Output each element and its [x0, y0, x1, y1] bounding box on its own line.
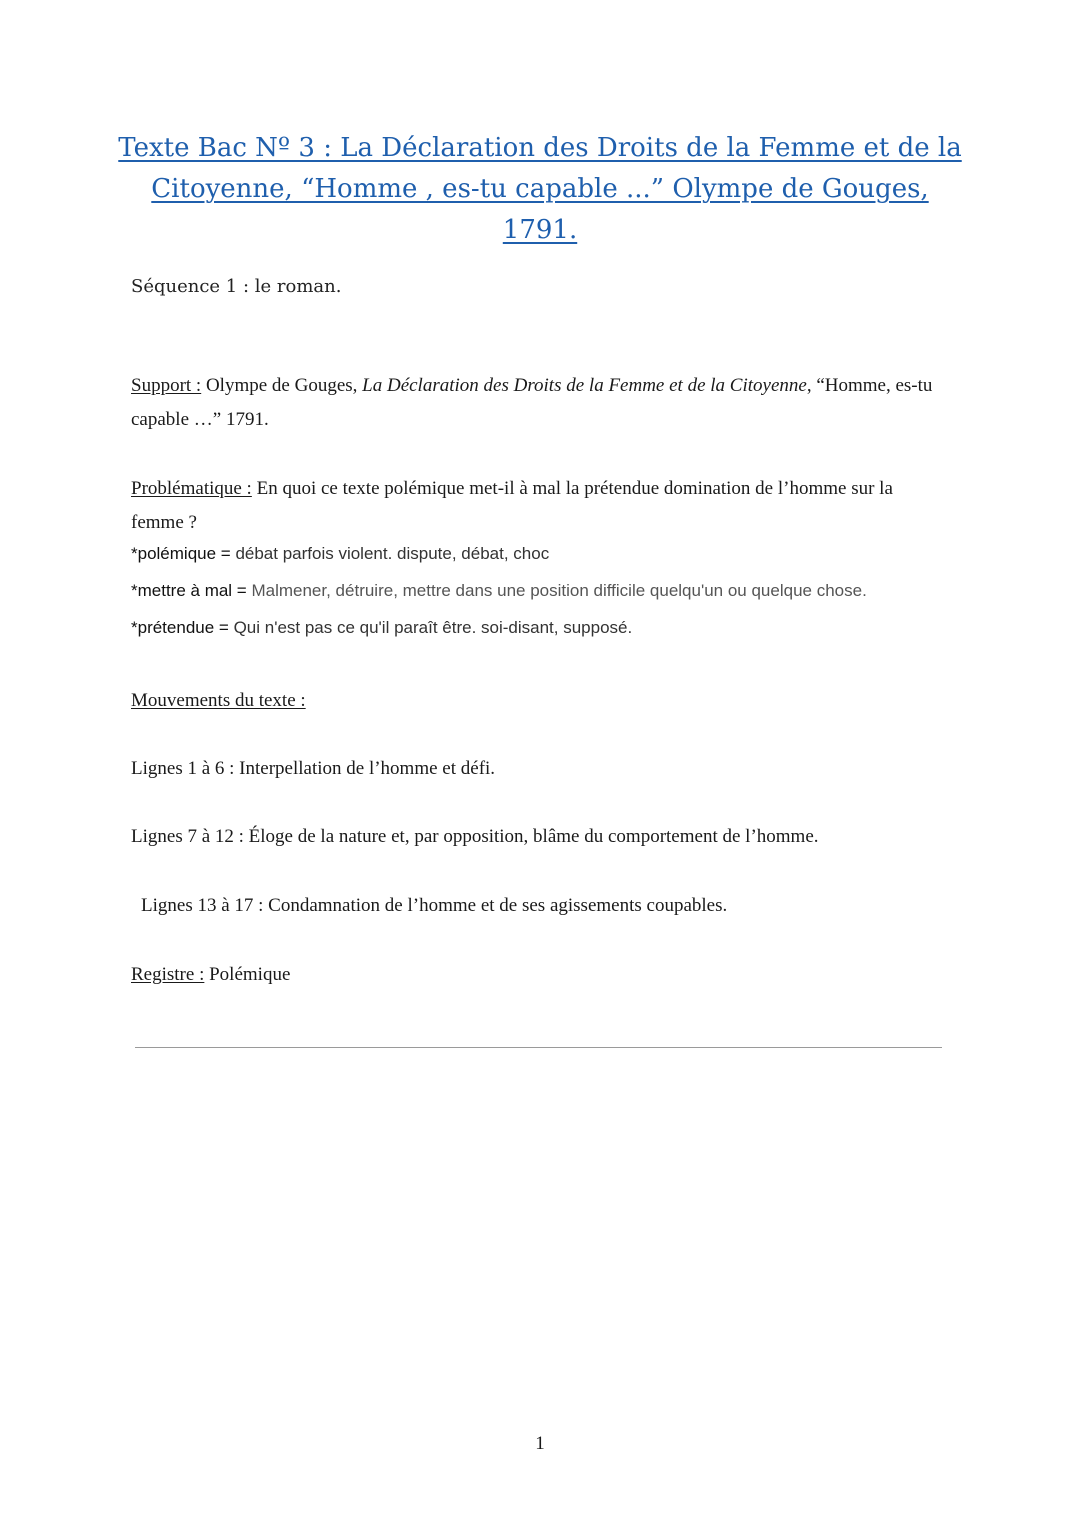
document-title[interactable] — [110, 128, 970, 251]
problematique-paragraph — [131, 472, 946, 540]
problematique-text: En quoi ce texte polémique met-il à mal la prétendue domination de l’homme sur la femme ? — [131, 478, 893, 533]
mouvements-label: Mouvements du texte : — [131, 690, 306, 711]
registre-paragraph — [131, 964, 290, 986]
title-line-2: Citoyenne, “Homme , es-tu capable ...” Olympe de Gouges, 1791. — [151, 174, 929, 245]
support-rest: , “Homme, es-tu capable …” 1791. — [131, 375, 933, 430]
definition-text: Qui n'est pas ce qu'il paraît être. soi-disant, supposé. — [233, 618, 633, 637]
support-author: Olympe de Gouges, — [201, 375, 363, 396]
definition-item — [131, 579, 961, 616]
registre-label: Registre : — [131, 964, 205, 985]
support-paragraph — [131, 369, 946, 437]
registre-value: Polémique — [204, 964, 291, 985]
horizontal-divider — [135, 1047, 942, 1048]
support-label: Support : — [131, 375, 202, 396]
problematique-label: Problématique : — [131, 478, 252, 499]
mouvement-item-2: Lignes 7 à 12 : Éloge de la nature et, par opposition, blâme du comportement de l’homme. — [131, 826, 819, 847]
definition-term: *mettre à mal = — [131, 581, 252, 600]
definitions-list — [131, 542, 961, 653]
definition-item — [131, 542, 961, 579]
title-line-1: Texte Bac Nº 3 : La Déclaration des Droits de la Femme et de la — [118, 133, 962, 163]
mouvement-item-3: Lignes 13 à 17 : Condamnation de l’homme et de ses agissements coupables. — [141, 895, 728, 916]
definition-text: Malmener, détruire, mettre dans une position difficile quelqu'un ou quelque chose. — [251, 581, 867, 600]
definition-item — [131, 616, 961, 653]
support-work-title: La Déclaration des Droits de la Femme et de la Citoyenne — [362, 375, 807, 396]
definition-term: *prétendue = — [131, 618, 234, 637]
page-number: 1 — [535, 1433, 545, 1454]
definition-term: *polémique = — [131, 544, 236, 563]
sequence-label: Séquence 1 : le roman. — [131, 276, 342, 297]
definition-text: débat parfois violent. dispute, débat, choc — [235, 544, 550, 563]
mouvement-item-1: Lignes 1 à 6 : Interpellation de l’homme et défi. — [131, 758, 496, 779]
